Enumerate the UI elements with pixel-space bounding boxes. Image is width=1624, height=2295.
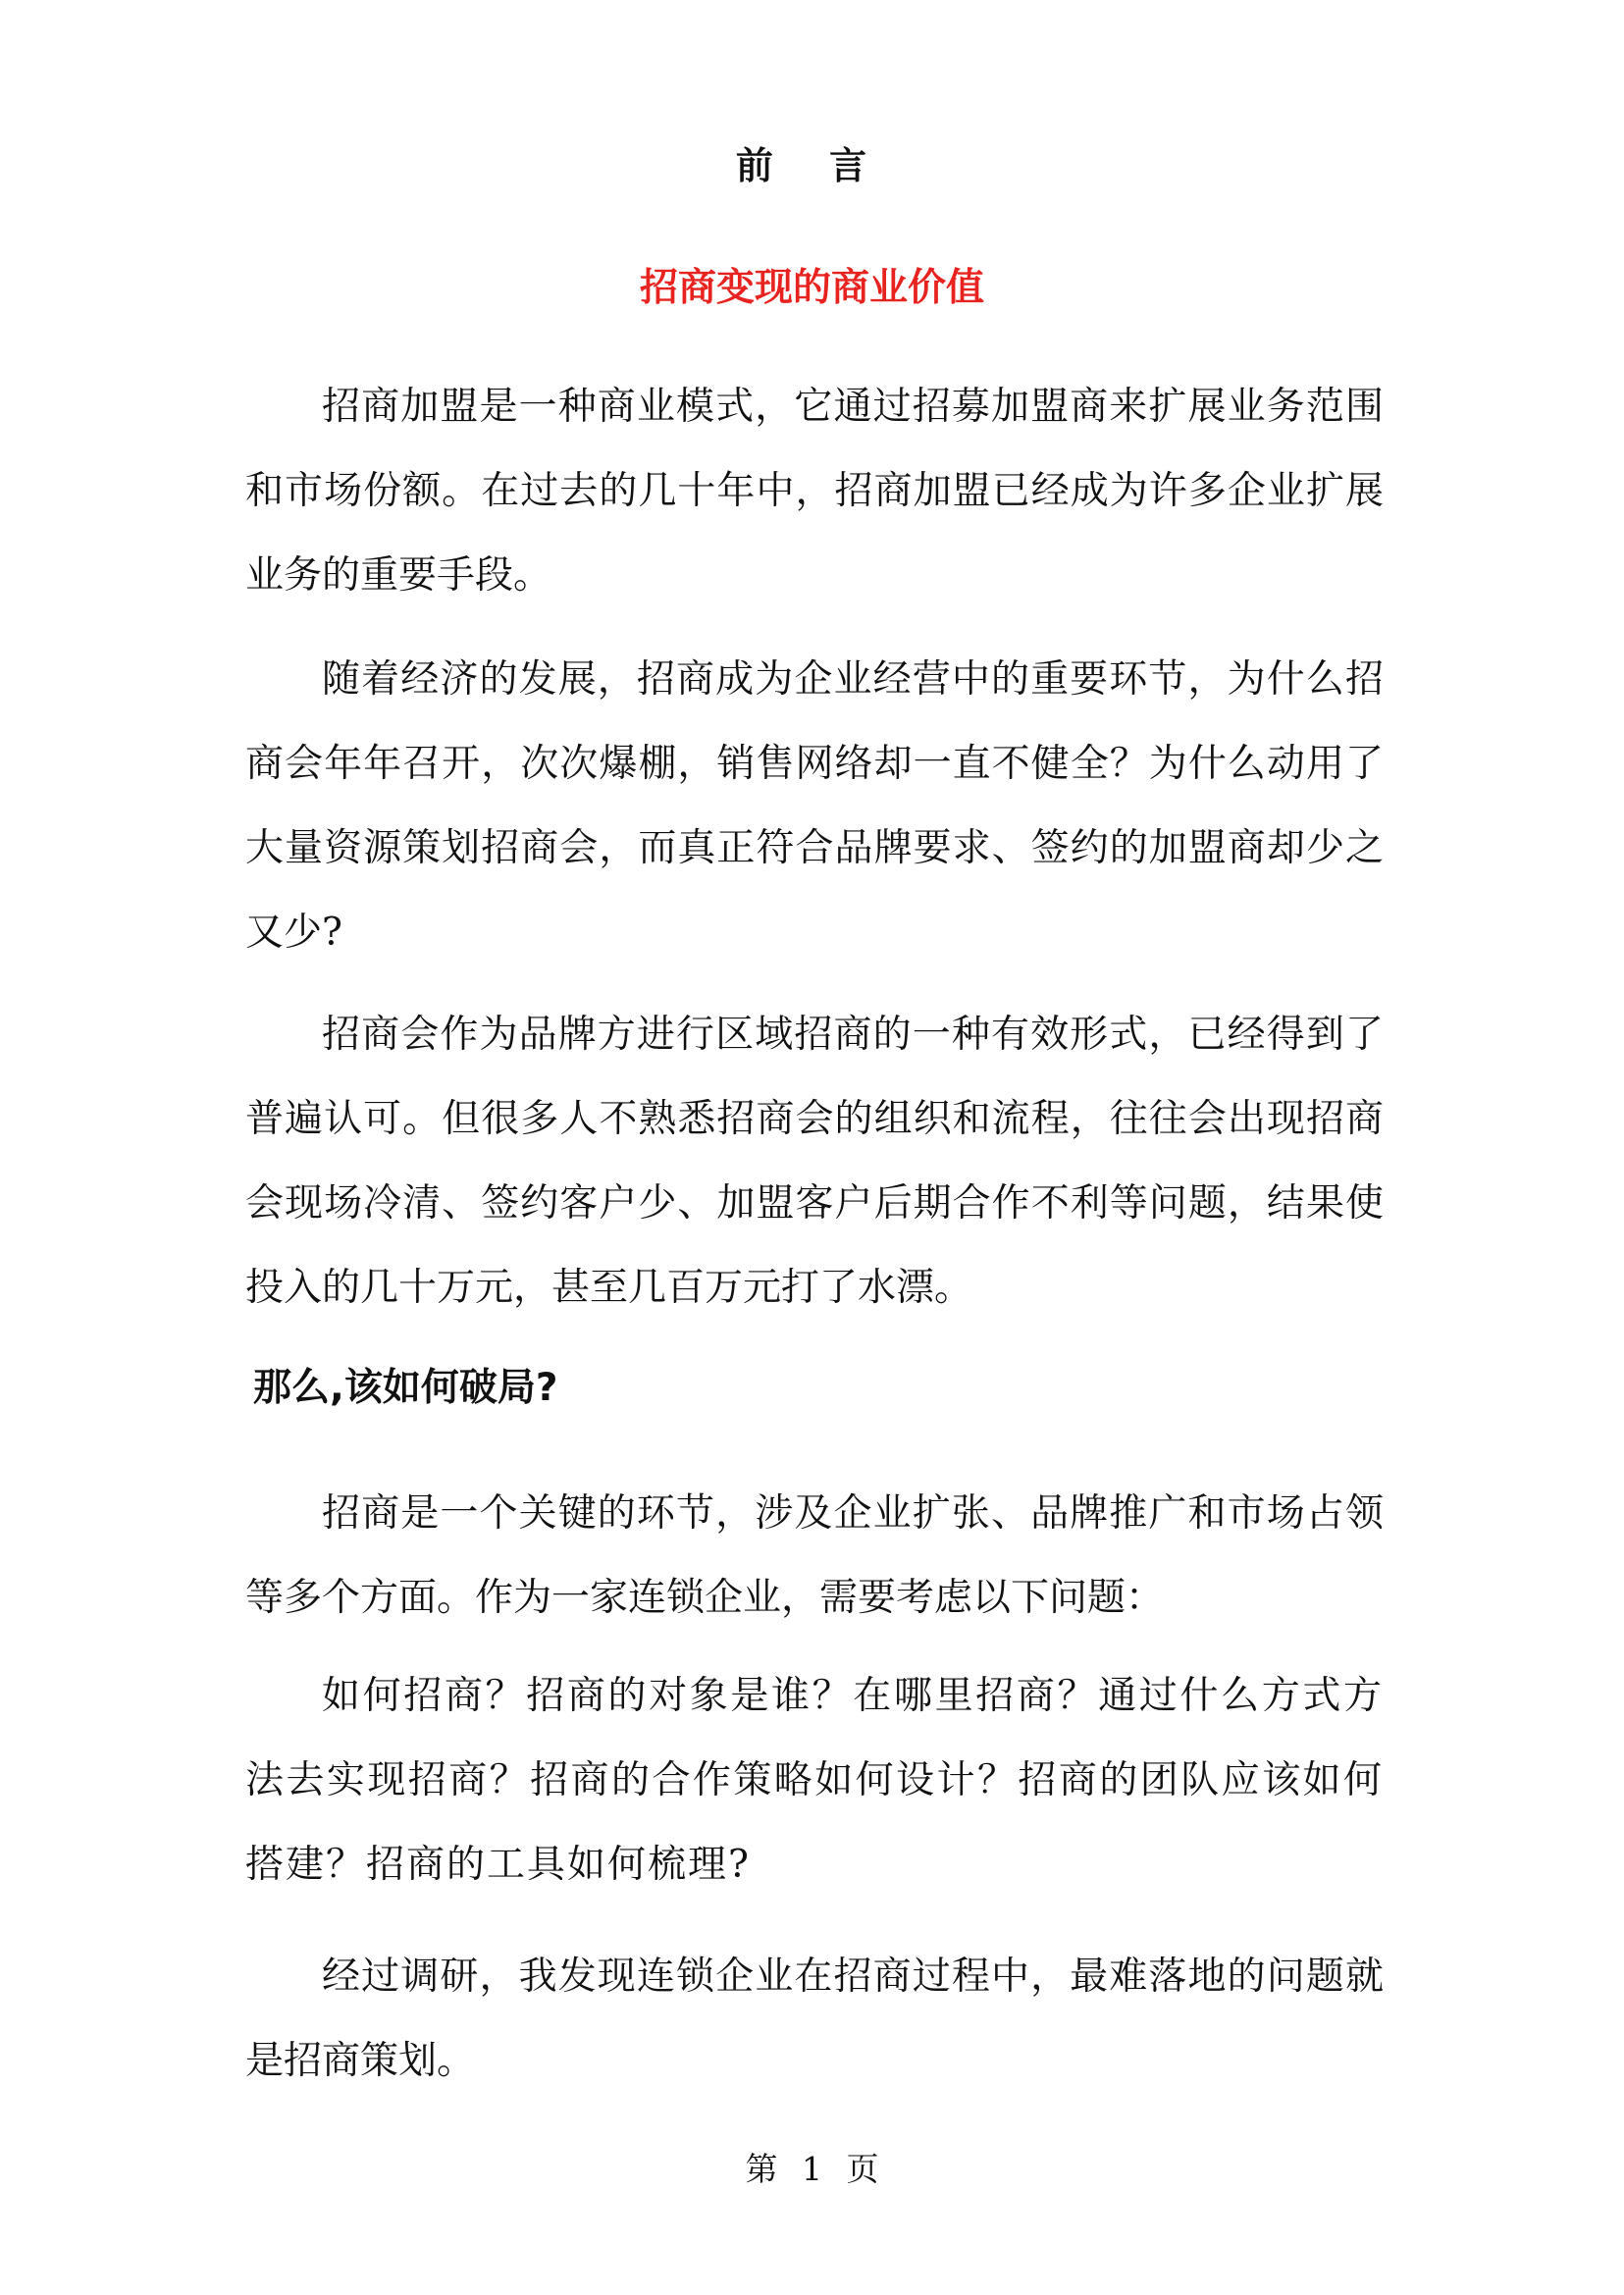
paragraph-recognition: 招商会作为品牌方进行区域招商的一种有效形式，已经得到了普遍认可。但很多人不熟悉招商会的组织和流程，往往会出现招商会现场冷清、签约客户少、加盟客户后期合作不利等问题，结果使投入的几十万元，甚至几百万元打了水漂。 [245, 1013, 1384, 1310]
page-number: 第 1 页 [745, 2150, 879, 2188]
page-title: 前 言 [735, 144, 889, 187]
paragraph-key-link: 招商是一个关键的环节，涉及企业扩张、品牌推广和市场占领等多个方面。作为一家连锁企业，需要考虑以下问题： [245, 1491, 1384, 1620]
paragraph-intro: 招商加盟是一种商业模式，它通过招募加盟商来扩展业务范围和市场份额。在过去的几十年中，招商加盟已经成为许多企业扩展业务的重要手段。 [245, 385, 1384, 598]
paragraph-conclusion: 经过调研，我发现连锁企业在招商过程中，最难落地的问题就是招商策划。 [245, 1955, 1384, 2083]
paragraph-questions: 随着经济的发展，招商成为企业经营中的重要环节，为什么招商会年年召开，次次爆棚，销售网络却一直不健全？为什么动用了大量资源策划招商会，而真正符合品牌要求、签约的加盟商却少之又少? [245, 657, 1384, 955]
paragraph-question-list: 如何招商？招商的对象是谁？在哪里招商？通过什么方式方法去实现招商？招商的合作策略如何设计？招商的团队应该如何搭建？招商的工具如何梳理? [245, 1674, 1384, 1887]
question-heading: 那么,该如何破局? [253, 1366, 558, 1410]
section-subtitle: 招商变现的商业价值 [639, 266, 984, 310]
